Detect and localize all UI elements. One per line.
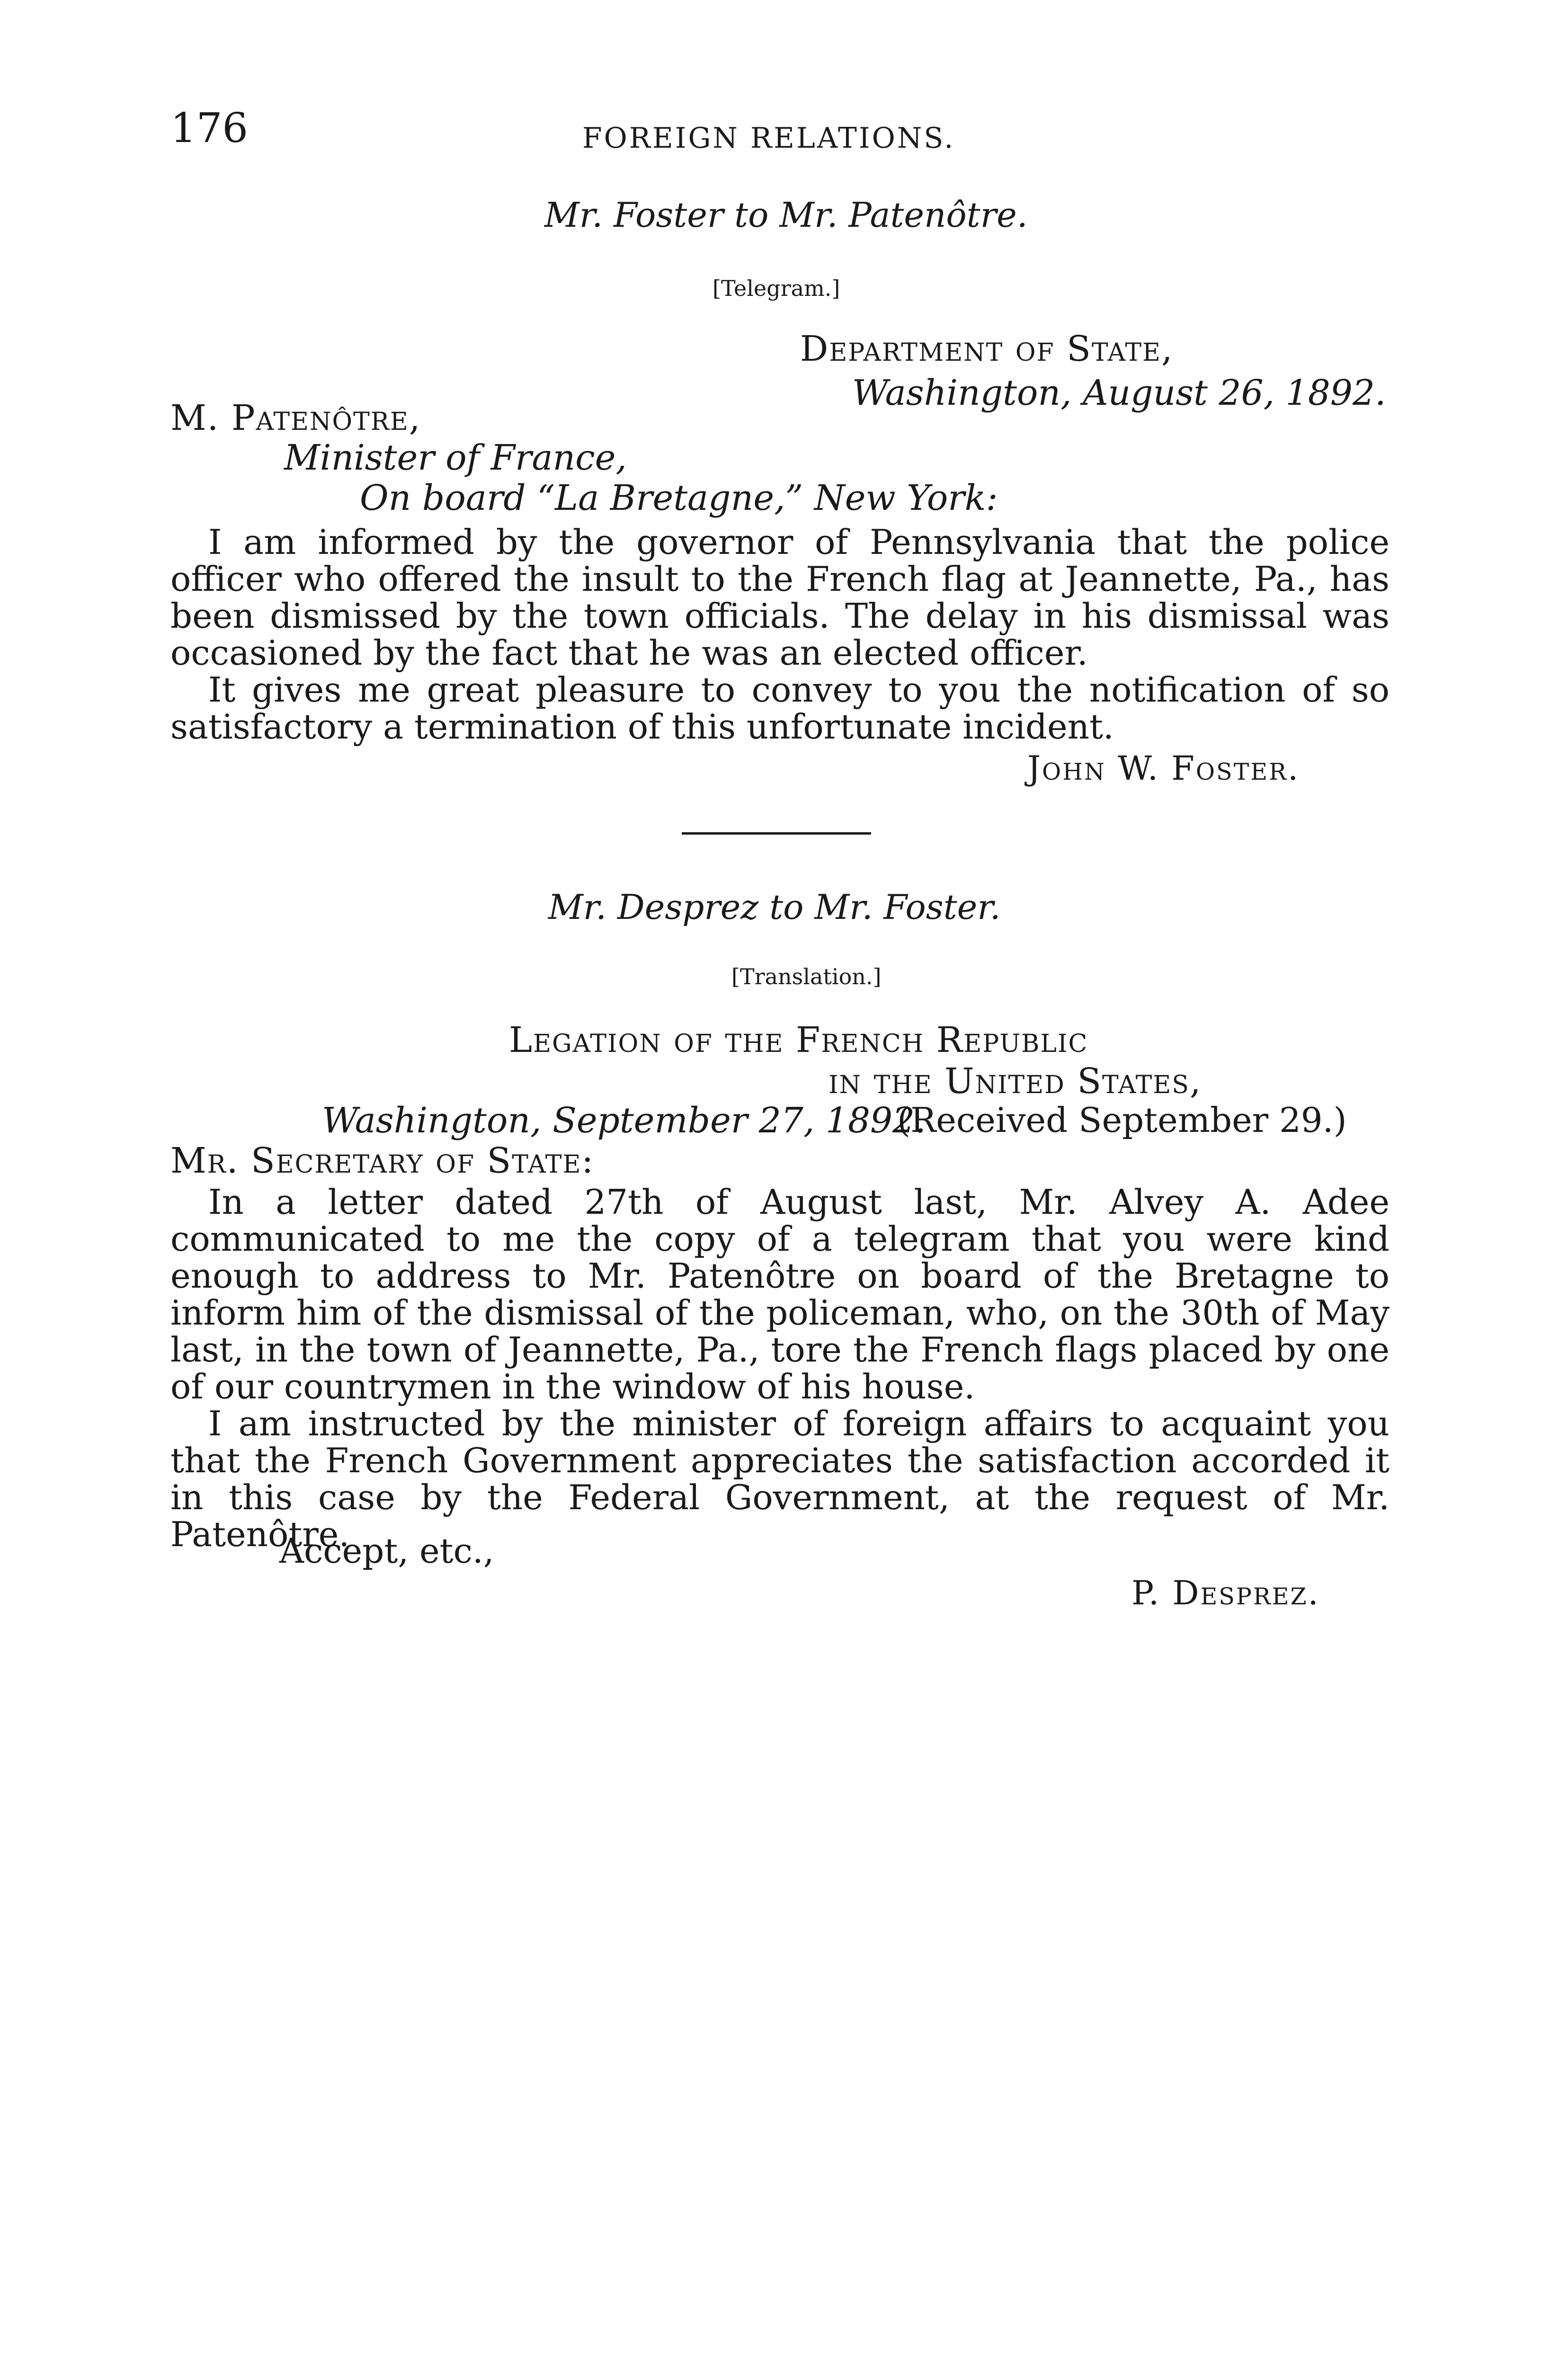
letter1-paragraph-1: I am informed by the governor of Pennsylvania that the police officer who offered the insult to the French flag at Jeannette, Pa., has been dismissed by the town officials. The delay in his dismissal was occasioned by the fact that he was an elected officer. — [170, 522, 1390, 673]
letter2-type-note: [Translation.] — [731, 964, 882, 989]
letter2-received-note: (Received September 29.) — [897, 1100, 1347, 1140]
page-number: 176 — [170, 105, 249, 152]
section-divider — [682, 832, 871, 835]
letter2-sender-line1: Legation of the French Republic — [509, 1020, 1088, 1060]
running-head: FOREIGN RELATIONS. — [582, 122, 955, 155]
letter2-salutation: Mr. Secretary of State: — [170, 1140, 595, 1181]
letter1-type-note: [Telegram.] — [713, 276, 840, 301]
letter2-sender-line2: in the United States, — [829, 1061, 1202, 1102]
letter1-addressee-title: Minister of France, — [284, 437, 627, 478]
letter2-paragraph-2: I am instructed by the minister of foreign affairs to acquaint you that the French Government appreciates the satisfaction accorded it in this case by the Federal Government, at the request of Mr. Patenôtre. — [170, 1404, 1390, 1554]
letter2-place-date: Washington, September 27, 1892. — [322, 1100, 926, 1141]
letter1-heading: Mr. Foster to Mr. Patenôtre. — [544, 195, 1028, 235]
letter1-signature: John W. Foster. — [1027, 749, 1300, 788]
letter1-paragraph-2: It gives me great pleasure to convey to you the notification of so satisfactory a termination of this unfortunate incident. — [170, 670, 1390, 747]
letter2-paragraph-1: In a letter dated 27th of August last, Mr. Alvey A. Adee communicated to me the copy of a telegram that you were kind enough to address to Mr. Patenôtre on board of the Bretagne to inform him of the dismissal of the policeman, who, on the 30th of May last, in the town of Jeannette, Pa., tore the French flags placed by one of our countrymen in the window of his house. — [170, 1182, 1390, 1406]
letter1-place-date: Washington, August 26, 1892. — [852, 373, 1386, 413]
letter1-addressee-name: M. Patenôtre, — [170, 398, 421, 438]
letter2-body — [170, 1184, 1390, 1553]
letter2-signature: P. Desprez. — [1131, 1574, 1320, 1612]
letter1-body — [170, 524, 1390, 745]
letter2-closing: Accept, etc., — [279, 1531, 494, 1571]
letter1-addressee-location: On board “La Bretagne,” New York: — [360, 478, 998, 518]
letter2-heading: Mr. Desprez to Mr. Foster. — [548, 887, 1001, 927]
letter1-sender: Department of State, — [800, 329, 1174, 369]
